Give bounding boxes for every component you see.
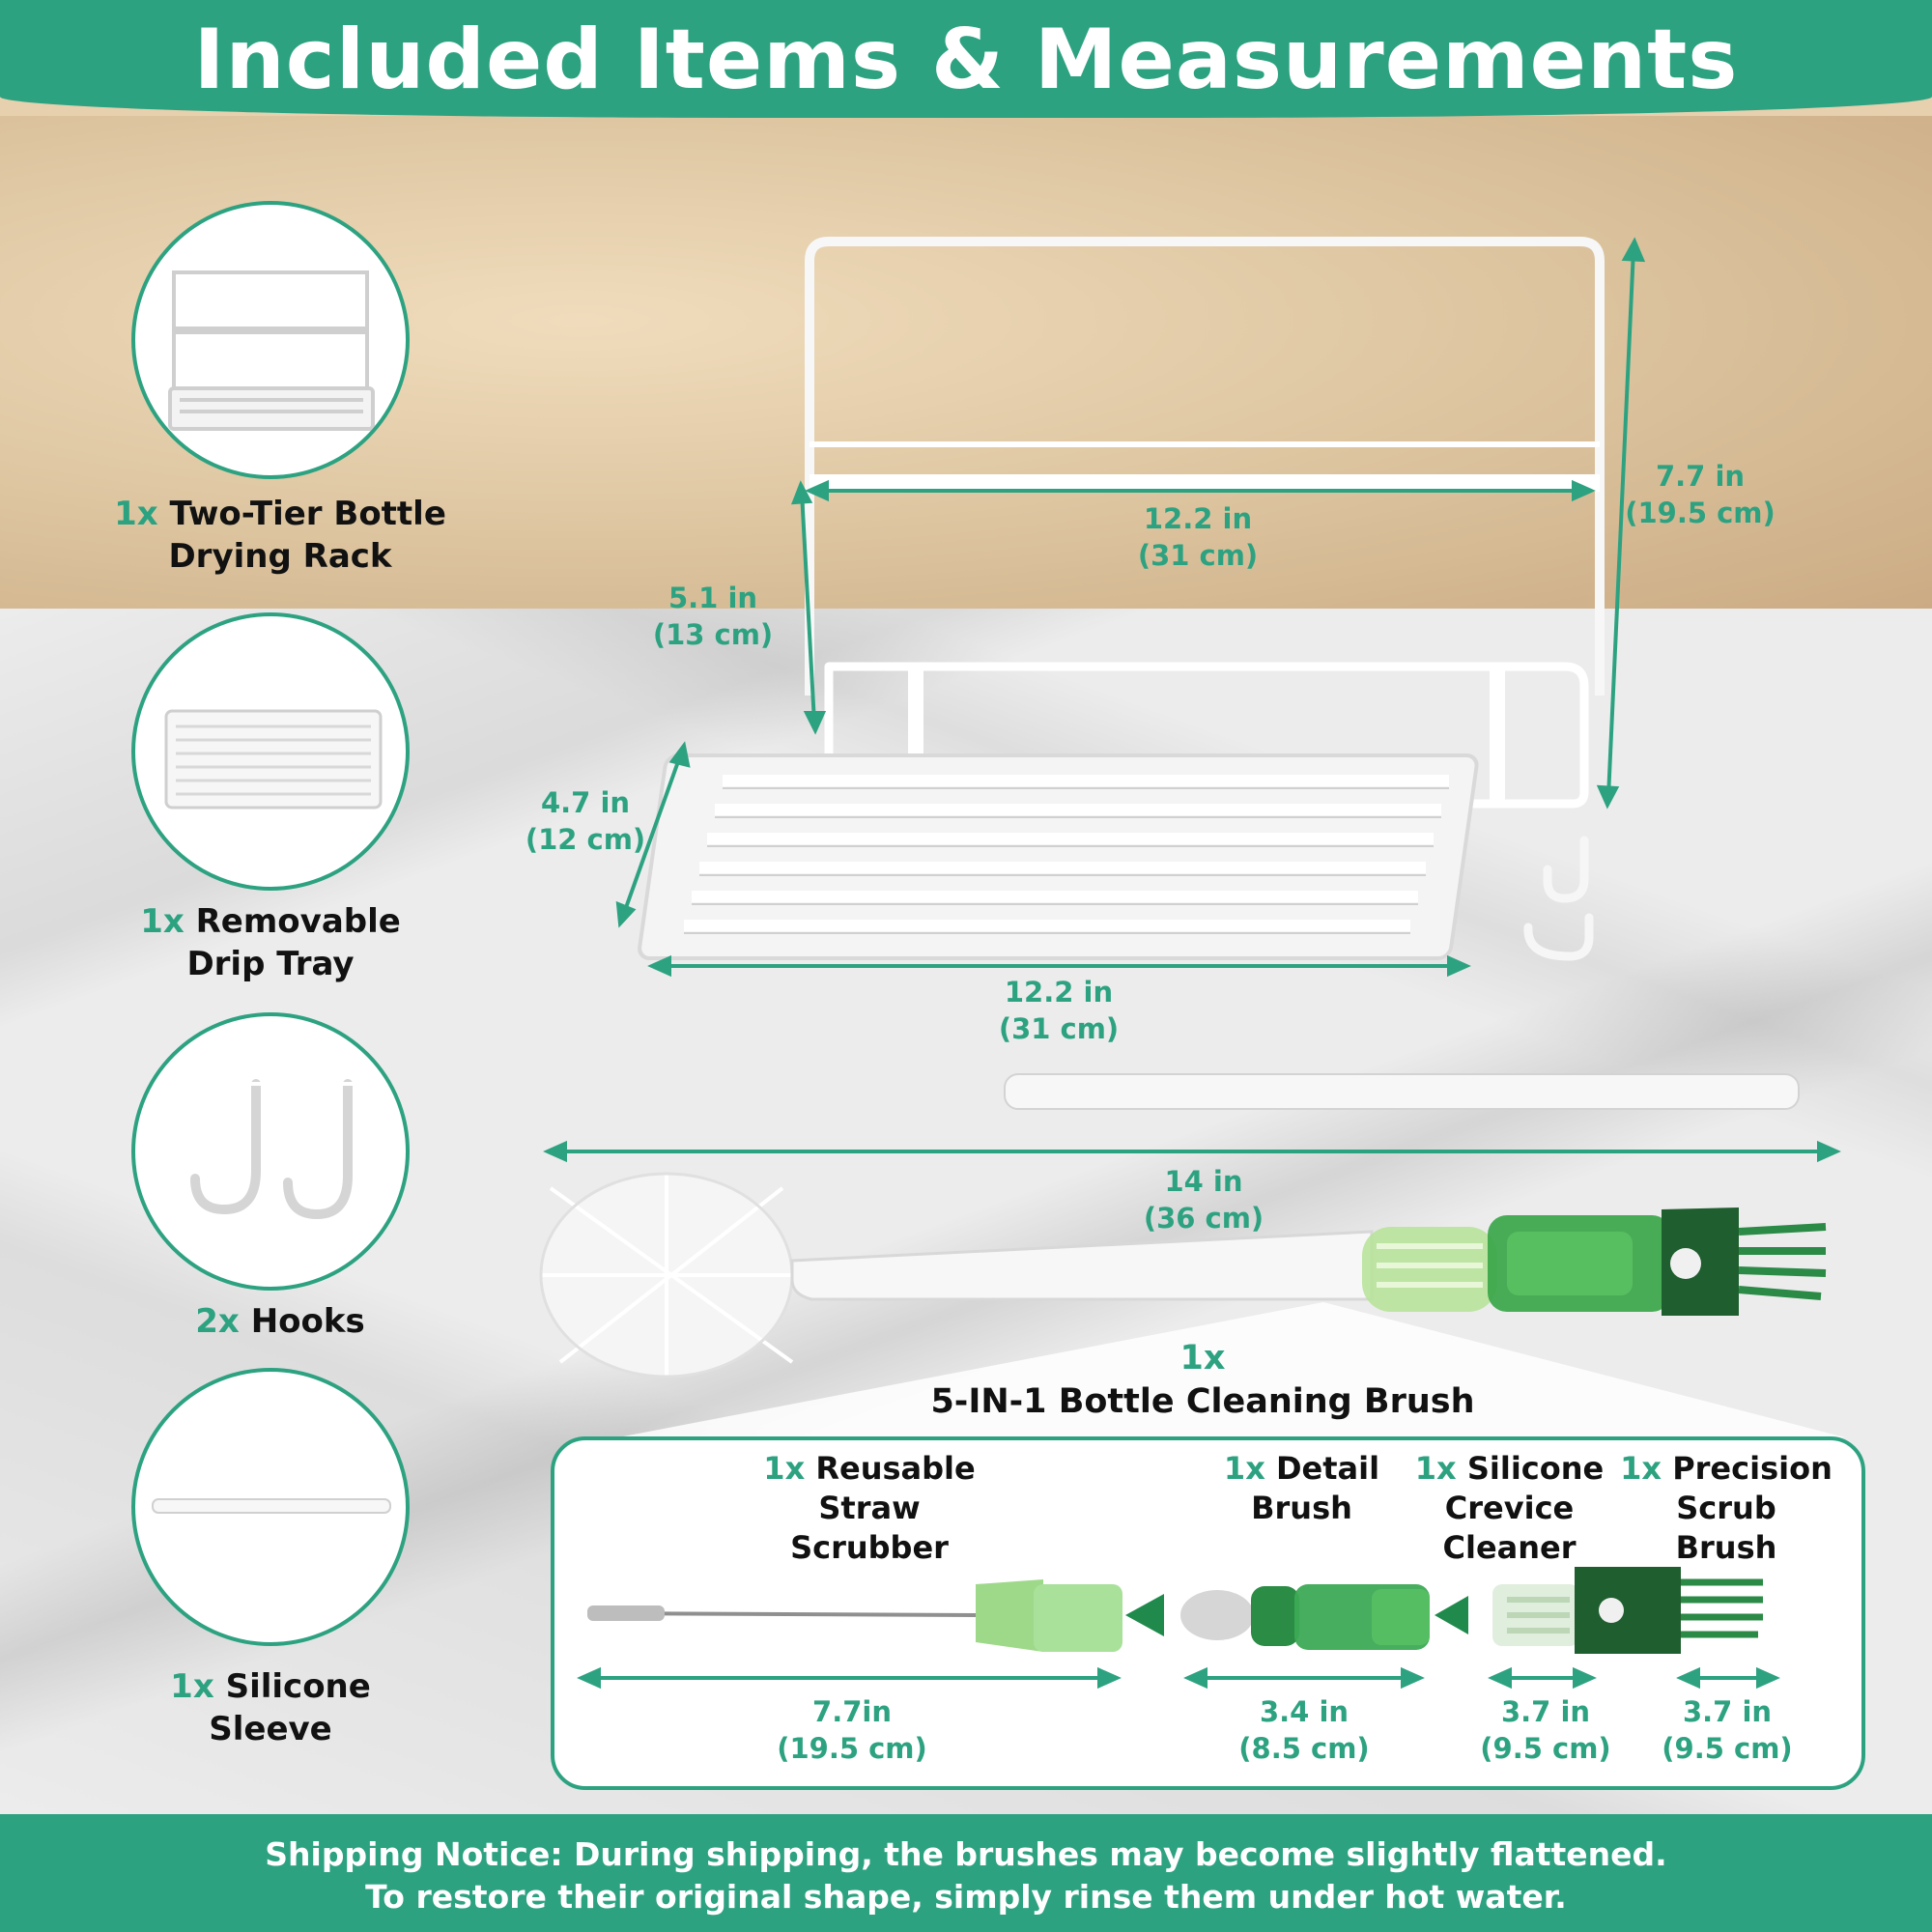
part-name-line3: Cleaner xyxy=(1442,1529,1577,1566)
measure-cm: (12 cm) xyxy=(525,823,646,856)
measure-cm: (9.5 cm) xyxy=(1480,1732,1611,1765)
measure-inches: 12.2 in xyxy=(1004,976,1114,1009)
part-name-line1: Precision xyxy=(1672,1450,1833,1487)
assembly-arrow xyxy=(1125,1594,1164,1636)
item-qty: 2x xyxy=(195,1302,240,1341)
shipping-notice xyxy=(0,1833,1932,1918)
part-name-line2: Crevice xyxy=(1444,1490,1575,1526)
measure-cm: (19.5 cm) xyxy=(777,1732,927,1765)
measure-inches: 7.7 in xyxy=(1655,460,1746,493)
measure-cm: (36 cm) xyxy=(1143,1202,1264,1235)
measure-cm: (13 cm) xyxy=(652,618,774,651)
brush-qty: 1x xyxy=(1179,1339,1226,1378)
part-name-line3: Brush xyxy=(1675,1529,1777,1566)
part-name-line1: Detail xyxy=(1275,1450,1380,1487)
precision-scrub-brush-image xyxy=(1681,1582,1763,1634)
part-name-line1: Silicone xyxy=(1466,1450,1605,1487)
item-qty: 1x xyxy=(114,495,158,533)
part-name-line3: Scrubber xyxy=(790,1529,949,1566)
measure-inches: 3.7 in xyxy=(1682,1695,1773,1728)
item-qty: 1x xyxy=(140,902,185,941)
part-qty: 1x xyxy=(1223,1450,1265,1487)
detail-brush-image xyxy=(1180,1584,1430,1650)
part-measure-straw-scrubber xyxy=(755,1693,949,1767)
measure-inches: 5.1 in xyxy=(668,582,758,614)
shipping-notice-line2: To restore their original shape, simply rinse them under hot water. xyxy=(365,1878,1567,1916)
measure-inches: 12.2 in xyxy=(1143,502,1253,535)
part-label-precision-scrub-brush xyxy=(1613,1449,1839,1568)
part-name-line1: Reusable xyxy=(815,1450,976,1487)
brush-name: 5-IN-1 Bottle Cleaning Brush xyxy=(930,1382,1475,1421)
measure-cm: (31 cm) xyxy=(998,1012,1120,1045)
measure-inches: 7.7in xyxy=(812,1695,892,1728)
item-name-line2: Drip Tray xyxy=(186,945,355,983)
part-label-straw-scrubber xyxy=(715,1449,1024,1568)
assembly-arrow xyxy=(1435,1596,1468,1634)
page-title: Included Items & Measurements xyxy=(193,12,1739,108)
measure-cm: (19.5 cm) xyxy=(1625,497,1776,529)
part-dimension-arrows xyxy=(582,1670,1776,1686)
crevice-cleaner-image xyxy=(1492,1567,1681,1654)
measure-cm: (9.5 cm) xyxy=(1662,1732,1793,1765)
part-label-crevice-cleaner xyxy=(1406,1449,1613,1568)
part-measure-crevice-cleaner xyxy=(1449,1693,1642,1767)
measure-cm: (31 cm) xyxy=(1137,539,1259,572)
part-measure-precision-scrub-brush xyxy=(1631,1693,1824,1767)
part-qty: 1x xyxy=(1620,1450,1662,1487)
item-name-line1: Silicone xyxy=(225,1667,371,1706)
item-name-line1: Hooks xyxy=(250,1302,365,1341)
item-qty: 1x xyxy=(170,1667,214,1706)
measure-inches: 4.7 in xyxy=(540,786,631,819)
part-label-detail-brush xyxy=(1198,1449,1406,1528)
item-name-line1: Two-Tier Bottle xyxy=(169,495,446,533)
measure-inches: 3.4 in xyxy=(1259,1695,1350,1728)
part-measure-detail-brush xyxy=(1208,1693,1401,1767)
item-name-line1: Removable xyxy=(195,902,401,941)
part-qty: 1x xyxy=(763,1450,806,1487)
part-name-line2: Straw xyxy=(818,1490,921,1526)
measure-inches: 3.7 in xyxy=(1500,1695,1591,1728)
shipping-notice-line1: Shipping Notice: During shipping, the brushes may become slightly flattened. xyxy=(265,1835,1667,1873)
straw-scrubber-image xyxy=(587,1579,1122,1652)
item-name-line2: Drying Rack xyxy=(168,537,392,576)
item-name-line2: Sleeve xyxy=(209,1710,332,1748)
part-qty: 1x xyxy=(1414,1450,1457,1487)
part-name-line2: Scrub xyxy=(1676,1490,1776,1526)
measure-cm: (8.5 cm) xyxy=(1238,1732,1370,1765)
measure-inches: 14 in xyxy=(1164,1165,1243,1198)
part-name-line2: Brush xyxy=(1251,1490,1352,1526)
